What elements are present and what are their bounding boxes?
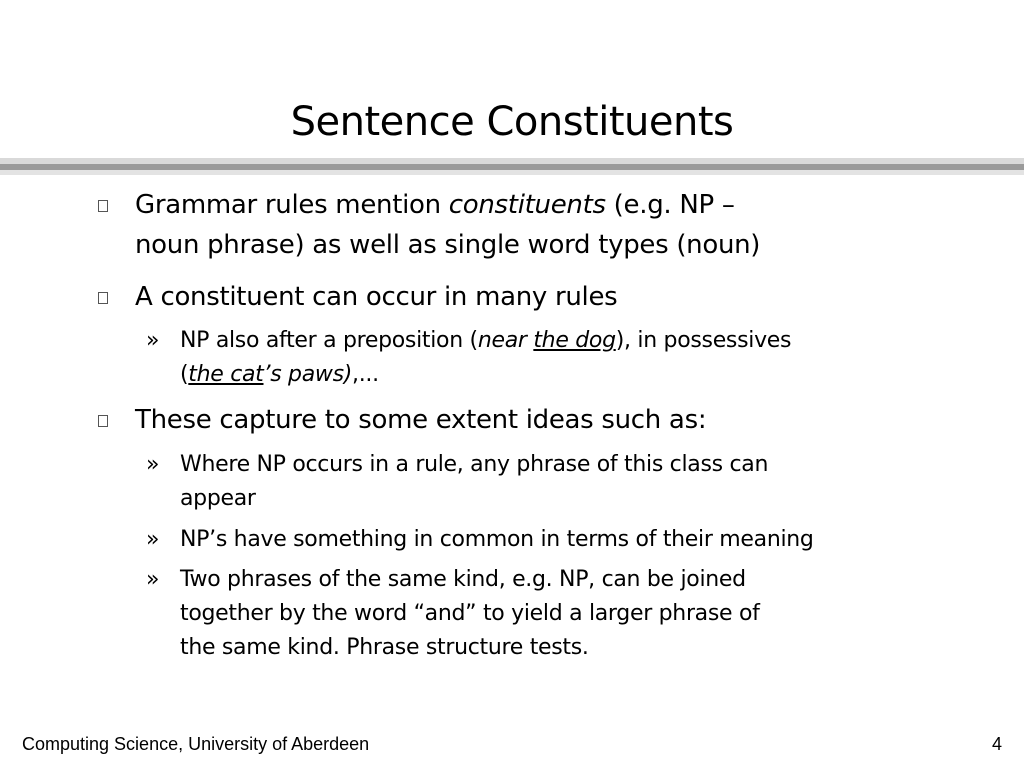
slide-title: Sentence Constituents bbox=[290, 99, 734, 145]
sub-bullet-text: NP’s have something in common in terms of their meaning bbox=[180, 527, 814, 552]
sub-bullet-marker: » bbox=[146, 567, 160, 592]
sub-bullet-text-line2: appear bbox=[180, 486, 256, 511]
bullet-square-icon bbox=[98, 292, 108, 304]
sub-bullet-text: NP also after a preposition (near the dog), in possessives bbox=[180, 328, 792, 353]
sub-bullet-text-line2: (the cat’s paws),... bbox=[180, 362, 379, 387]
bullet-text: These capture to some extent ideas such as: bbox=[135, 405, 707, 435]
sub-bullet-marker: » bbox=[146, 452, 160, 477]
footer-organization: Computing Science, University of Aberdeen bbox=[22, 734, 370, 754]
sub-bullet-text-line3: the same kind. Phrase structure tests. bbox=[180, 635, 589, 660]
sub-bullet-text: Where NP occurs in a rule, any phrase of this class can bbox=[180, 452, 769, 477]
sub-bullet-marker: » bbox=[146, 328, 160, 353]
sub-bullet-marker: » bbox=[146, 527, 160, 552]
bullet-square-icon bbox=[98, 200, 108, 212]
bullet-text: Grammar rules mention constituents (e.g. NP – bbox=[135, 190, 735, 220]
bullet-text: A constituent can occur in many rules bbox=[135, 282, 618, 312]
bullet-text-line2: noun phrase) as well as single word types (noun) bbox=[135, 230, 761, 260]
page-number: 4 bbox=[991, 734, 1002, 754]
bullet-square-icon bbox=[98, 415, 108, 427]
sub-bullet-text-line2: together by the word “and” to yield a larger phrase of bbox=[180, 601, 760, 626]
sub-bullet-text: Two phrases of the same kind, e.g. NP, can be joined bbox=[180, 567, 746, 592]
